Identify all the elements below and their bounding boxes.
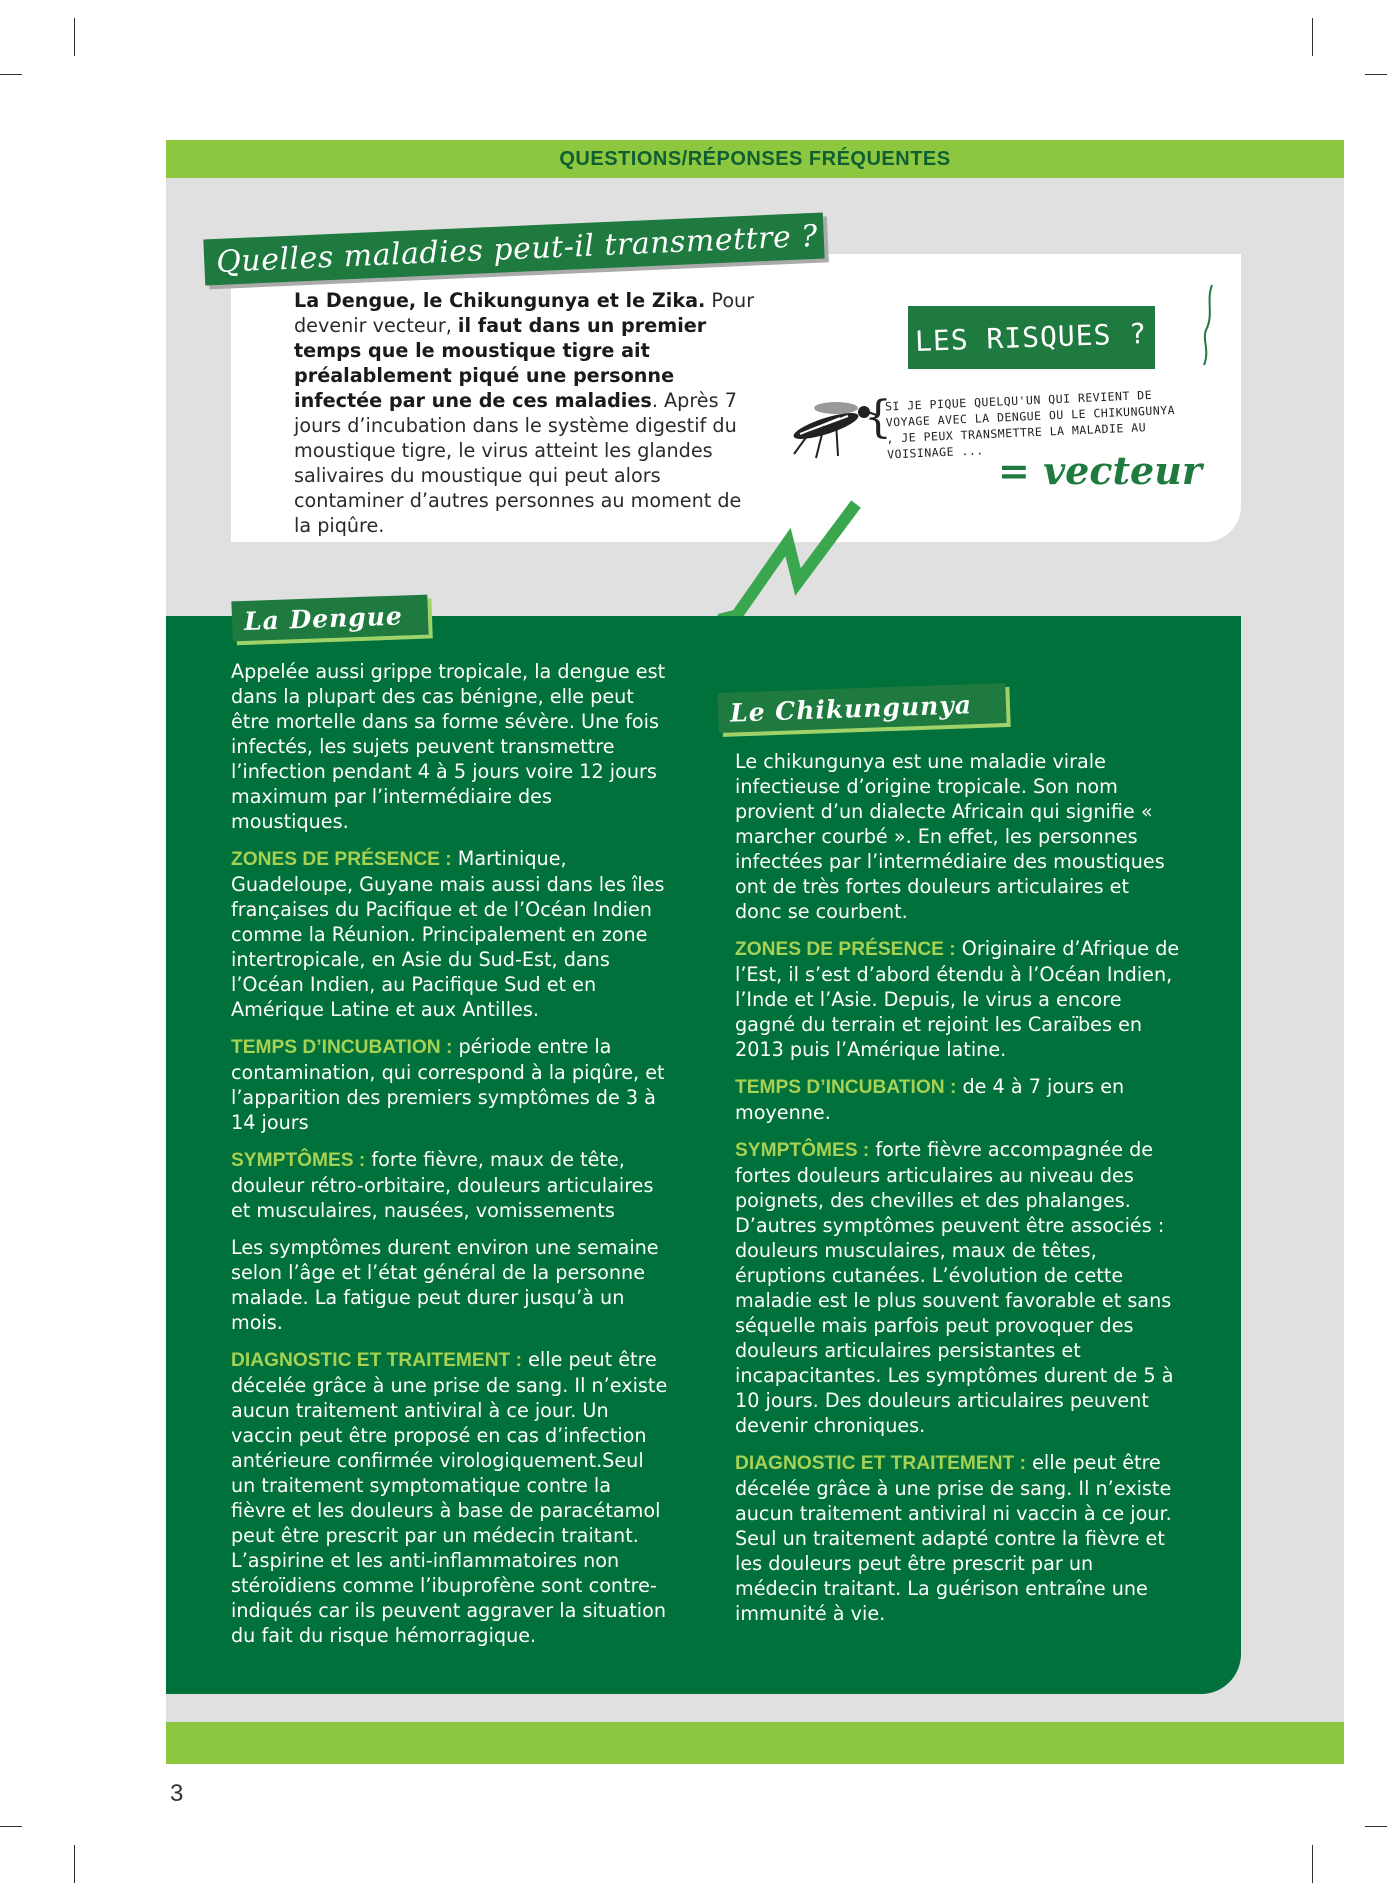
chik-symptoms-label: SYMPTÔMES :	[735, 1140, 870, 1161]
crop-mark	[74, 1845, 75, 1883]
chik-zones-label: ZONES DE PRÉSENCE :	[735, 939, 956, 960]
chik-zones	[735, 936, 1180, 1062]
dengue-title-text: La Dengue	[243, 600, 404, 636]
chik-column	[735, 749, 1180, 1638]
chik-diagnostic-text: elle peut être décelée grâce à une prise de sang. Il n’existe aucun traitement antiviral ni vaccin à ce jour. Seul un traitement adapté contre la fièvre et les douleurs peut être prescrit par un médecin traitant. La guérison entraîne une immunité à vie.	[735, 1451, 1172, 1625]
dengue-zones	[231, 846, 671, 1022]
question-title-text: Quelles maladies peut-il transmettre ?	[215, 218, 819, 280]
intro-lead: La Dengue, le Chikungunya et le Zika.	[294, 289, 706, 312]
intro-text-2: Pour devenir vecteur,	[294, 289, 755, 337]
crop-mark	[74, 18, 75, 56]
header-title: QUESTIONS/RÉPONSES FRÉQUENTES	[559, 147, 951, 170]
dengue-zones-label: ZONES DE PRÉSENCE :	[231, 849, 452, 870]
risk-label-box	[908, 306, 1155, 369]
crop-mark	[0, 1826, 22, 1827]
dengue-intro: Appelée aussi grippe tropicale, la dengue est dans la plupart des cas bénigne, elle peut être mortelle dans sa forme sévère. Une fois infectés, les sujets peuvent transmettre l’infection pendant 4 à 5 jours voire 12 jours maximum par l’intermédiaire des moustiques.	[231, 660, 666, 833]
header-bar	[166, 140, 1344, 178]
intro-text	[294, 288, 764, 538]
brace-glyph: {	[864, 392, 892, 443]
dengue-title	[231, 595, 428, 642]
dengue-zones-text: Martinique, Guadeloupe, Guyane mais aussi dans les îles françaises du Pacifique et de l’Océan Indien comme la Réunion. Principalement en zone intertropicale, en Asie du Sud-Est, dans l’Océan Indien, au Pacifique Sud et en Amérique Latine et aux Antilles.	[231, 847, 665, 1021]
chik-symptoms	[735, 1137, 1180, 1438]
dengue-diagnostic	[231, 1347, 671, 1648]
vecteur-label: = vecteur	[998, 448, 1202, 493]
risk-label: LES RISQUES ?	[914, 316, 1149, 359]
dengue-symptoms-label: SYMPTÔMES :	[231, 1150, 366, 1171]
page-number: 3	[170, 1780, 184, 1807]
crop-mark	[1365, 1826, 1387, 1827]
chik-intro: Le chikungunya est une maladie virale infectieuse d’origine tropicale. Son nom provient d’un dialecte Africain qui signifie « marcher courbé ». En effet, les personnes infectées par l’intermédiaire des moustiques ont de très fortes douleurs articulaires et donc se courbent.	[735, 750, 1165, 923]
dengue-symptoms	[231, 1147, 671, 1223]
dengue-incubation-text: période entre la contamination, qui correspond à la piqûre, et l’apparition des premiers symptômes de 3 à 14 jours	[231, 1035, 665, 1134]
chik-incubation-label: TEMPS D’INCUBATION :	[735, 1077, 957, 1098]
mosquito-quote: SI JE PIQUE QUELQU'UN QUI REVIENT DE VOYAGE AVEC LA DENGUE OU LE CHIKUNGUNYA , JE PEUX TRANSMETTRE LA MALADIE AU VOISINAGE ...	[884, 387, 1176, 462]
dengue-symptoms-text: forte fièvre, maux de tête, douleur rétro-orbitaire, douleurs articulaires et musculaires, nausées, vomissements	[231, 1148, 654, 1222]
dengue-incubation	[231, 1034, 671, 1135]
crop-mark	[1365, 74, 1387, 75]
chik-incubation-text: de 4 à 7 jours en moyenne.	[735, 1075, 1125, 1124]
signature-icon	[1192, 280, 1222, 370]
crop-mark	[1312, 18, 1313, 56]
crop-mark	[1312, 1845, 1313, 1883]
intro-emphasis: il faut dans un premier temps que le moustique tigre ait préalablement piqué une personne infectée par une de ces maladies	[294, 314, 707, 412]
chik-incubation	[735, 1074, 1180, 1125]
dengue-duration: Les symptômes durent environ une semaine selon l’âge et l’état général de la personne malade. La fatigue peut durer jusqu’à un mois.	[231, 1236, 659, 1334]
chik-title-text: Le Chikungunya	[729, 689, 973, 728]
chik-diagnostic-label: DIAGNOSTIC ET TRAITEMENT :	[735, 1453, 1026, 1474]
dengue-column	[231, 659, 671, 1660]
chik-diagnostic	[735, 1450, 1180, 1626]
intro-text-4: . Après 7 jours d’incubation dans le système digestif du moustique tigre, le virus atteint les glandes salivaires du moustique qui peut alors contaminer d’autres personnes au moment de la piqûre.	[294, 389, 742, 537]
chik-symptoms-text: forte fièvre accompagnée de fortes douleurs articulaires au niveau des poignets, des chevilles et des phalanges. D’autres symptômes peuvent être associés : douleurs musculaires, maux de têtes, éruptions cutanées. L’évolution de cette maladie est le plus souvent favorable et sans séquelle mais parfois peut provoquer des douleurs articulaires persistantes et incapacitantes. Les symptômes durent de 5 à 10 jours. Des douleurs articulaires peuvent devenir chroniques.	[735, 1138, 1174, 1437]
chik-zones-text: Originaire d’Afrique de l’Est, il s’est d’abord étendu à l’Océan Indien, l’Inde et l’Asie. Depuis, le virus a encore gagné du terrain et rejoint les Caraïbes en 2013 puis l’Amérique latine.	[735, 937, 1180, 1061]
dengue-diagnostic-text: elle peut être décelée grâce à une prise de sang. Il n’existe aucun traitement antiviral à ce jour. Un vaccin peut être proposé en cas d’infection antérieure confirmée virologiquement.Seul un traitement symptomatique contre la fièvre et les douleurs à base de paracétamol peut être prescrit par un médecin traitant. L’aspirine et les anti-inflammatoires non stéroïdiens comme l’ibuprofène sont contre-indiqués car ils peuvent aggraver la situation du fait du risque hémorragique.	[231, 1348, 668, 1647]
crop-mark	[0, 74, 22, 75]
footer-bar	[166, 1722, 1344, 1764]
dengue-diagnostic-label: DIAGNOSTIC ET TRAITEMENT :	[231, 1350, 522, 1371]
dengue-incubation-label: TEMPS D’INCUBATION :	[231, 1037, 453, 1058]
